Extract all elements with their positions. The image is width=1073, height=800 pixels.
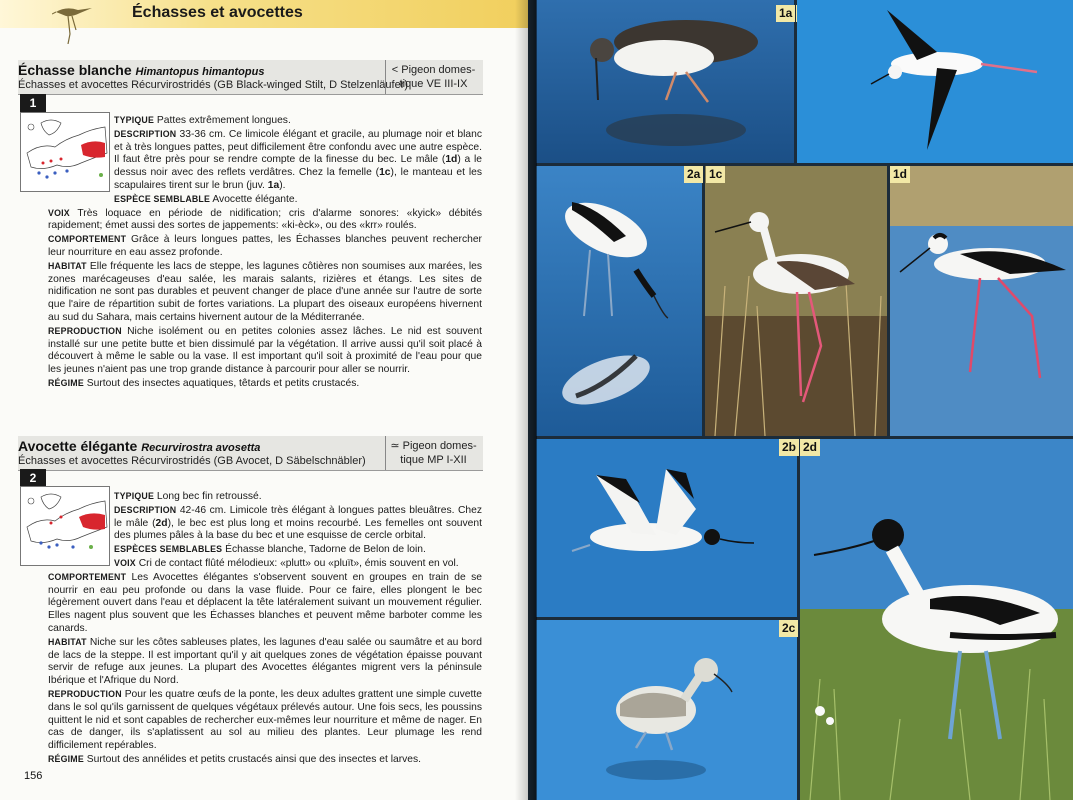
photo-1c xyxy=(705,166,887,436)
species-2-family: Échasses et avocettes Récurvirostridés (GB Avocet, D Säbelschnäbler) xyxy=(18,455,366,467)
species-1-similar: ESPÈCE SEMBLABLE Avocette élégante. xyxy=(114,193,298,205)
photo-tag-1d: 1d xyxy=(890,166,910,183)
photo-2b xyxy=(536,439,797,617)
species-1-number-badge: 1 xyxy=(20,94,46,112)
species-1-voix: VOIX Très loquace en période de nidification; cris d'alarme sonores: «kyick» débités rapidement; émet aussi des sortes de jappements: «ki-èck», ou des «krr» roulés. xyxy=(48,207,482,232)
species-1-family: Échasses et avocettes Récurvirostridés (GB Black-winged Stilt, D Stelzenläufer) xyxy=(18,79,409,91)
species-2-description: DESCRIPTION 42-46 cm. Limicole très élégant à longues pattes bleuâtres. Chez le mâle (2d), le bec est plus long et moins recourbé. Les femelles ont souvent des plumes pâles à la base du bec et une esquisse de cercle orbital. xyxy=(114,504,482,542)
species-2-similar: ESPÈCES SEMBLABLES Échasse blanche, Tadorne de Belon de loin. xyxy=(114,544,426,556)
species-2-number-badge: 2 xyxy=(20,469,46,487)
species-1-description: DESCRIPTION 33-36 cm. Ce limicole élégant et gracile, au plumage noir et blanc et à très longues pattes, peut difficilement être confondu avec une autre espèce. Il faut être près pour se rendre compte de la finesse du bec. Le mâle (1d) a le dessus noir avec des reflets verdâtres. Chez la femelle (1c), le manteau et les scapulaires tirent sur le brun (juv. 1a). xyxy=(114,128,482,191)
photo-2a xyxy=(536,166,702,436)
species-2-voix: VOIX Cri de contact flûté mélodieux: «plutt» ou «pluït», émis souvent en vol. xyxy=(114,557,459,569)
photo-tag-2b: 2b xyxy=(779,439,799,456)
species-2-text xyxy=(48,490,482,767)
species-2-size: ≃ Pigeon domes- tique MP I-XII xyxy=(385,436,481,470)
species-1-regime: RÉGIME Surtout des insectes aquatiques, têtards et petits crustacés. xyxy=(48,377,360,389)
species-1-size: < Pigeon domes- tique VE III-IX xyxy=(385,60,481,94)
species-1-text xyxy=(48,114,482,391)
photo-tag-2a: 2a xyxy=(684,166,703,183)
right-page xyxy=(528,0,1073,800)
species-1-comportement: COMPORTEMENT Grâce à leurs longues pattes, les Échasses blanches peuvent rechercher leur nourriture en eau assez profonde. xyxy=(48,234,482,258)
page-number: 156 xyxy=(24,770,43,782)
photo-tag-2c: 2c xyxy=(779,620,798,637)
species-2-regime: RÉGIME Surtout des annélides et petits crustacés ainsi que des insectes et larves. xyxy=(48,753,422,765)
header-bar xyxy=(0,0,528,28)
species-1-name: Échasse blanche Himantopus himantopus xyxy=(18,62,265,78)
species-2-reproduction: REPRODUCTION Pour les quatre œufs de la ponte, les deux adultes grattent une simple cuvette dans le sol qu'ils garnissent de quelques végétaux prélevés autour. Une fois secs, les poussins quittent le nid et sont capables de rechercher eux-mêmes leur nourriture et même de nager. En cas de danger, ils s'aplatissent au sol au milieu des plantes. Leur plumage les rend difficilement repérables. xyxy=(48,688,482,752)
photo-tag-1c: 1c xyxy=(706,166,725,183)
photo-1a xyxy=(536,0,794,163)
photo-2c xyxy=(536,620,797,800)
page-title: Échasses et avocettes xyxy=(132,4,303,21)
species-2-header xyxy=(18,436,483,471)
species-2-typique: TYPIQUE Long bec fin retroussé. xyxy=(114,491,262,502)
photo-1d xyxy=(890,166,1073,436)
species-2-habitat: HABITAT Niche sur les côtes sableuses plates, les lagunes d'eau salée ou saumâtre et au bord de lacs de la steppe. Il est important qu'il y ait quelques zones de végétation épaisse pouvant servir de refuge aux jeunes. La plupart des Avocettes élégantes migrent vers la péninsule Ibérique et l'Afrique du Nord. xyxy=(48,636,482,687)
species-2-name: Avocette élégante Recurvirostra avosetta xyxy=(18,438,261,454)
species-1-header xyxy=(18,60,483,95)
species-1-habitat: HABITAT Elle fréquente les lacs de steppe, les lagunes côtières non soumises aux marées, les zones marécageuses d'eau salée, les marais salants, rizières et étangs. Les sites de nidification ne sont pas durables et peuvent changer de place d'une année sur l'autre de sorte que l'aire de répartition subit de fortes variations. La plupart des oiseaux européens hivernent au sud du Sahara, mais certains hivernent autour de la Méditerranée. xyxy=(48,260,482,323)
stilt-logo-icon xyxy=(52,4,102,44)
left-page xyxy=(0,0,528,800)
photo-1b xyxy=(797,0,1073,163)
photo-2d xyxy=(800,439,1073,800)
species-1-reproduction: REPRODUCTION Niche isolément ou en petites colonies assez lâches. Le nid est souvent installé sur une petite butte et bien dissimulé par la végétation. Il arrive aussi qu'il soit placé à découvert à même le sable ou la vase. Il est important qu'il soit à proximité de l'eau pour que les jeunes n'aient pas une trop grande distance à parcourir pour aller se nourrir. xyxy=(48,325,482,376)
photo-tag-2d: 2d xyxy=(800,439,820,456)
species-2-comportement: COMPORTEMENT Les Avocettes élégantes s'observent souvent en groupes en train de se nourrir en eau peu profonde ou dans la vase fluide. Pour ce faire, elles plongent le bec légèrement ouvert dans l'eau et déplacent la tête latéralement suivant un mouvement régulier. Elles nagent plus souvent que les Échasses blanches et peuvent même barboter comme les canards. xyxy=(48,571,482,634)
species-1-typique: TYPIQUE Pattes extrêmement longues. xyxy=(114,115,291,126)
photo-tag-1a: 1a xyxy=(776,5,795,22)
